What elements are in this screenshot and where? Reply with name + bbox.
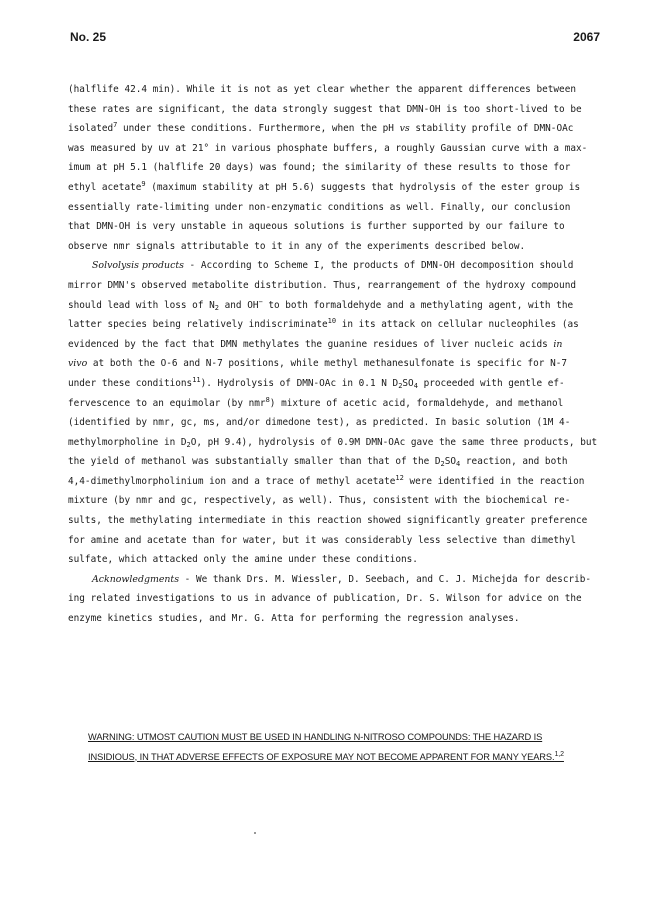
article-body [68,80,598,629]
text-run: (identified by nmr, gc, ms, and/or dimedone test), as predicted. In basic solution (1M 4- [68,417,571,429]
italic-text: Solvolysis products [92,260,184,272]
text-run: was measured by uv at 21° in various phosphate buffers, a roughly Gaussian curve with a max- [68,142,588,154]
lines-line [68,178,598,198]
text-run: ) mixture of acetic acid, formaldehyde, and methanol [269,397,564,409]
superscript: 8 [265,395,270,404]
superscript: 11 [192,375,201,384]
text-run: evidenced by the fact that DMN methylates the guanine residues of liver nucleic acids [68,338,554,350]
text-run: (halflife 42.4 min). While it is not as yet clear whether the apparent differences between [68,84,576,95]
lines-line [68,139,598,159]
text-run: were identified in the reaction [403,475,585,487]
lines-line [68,472,598,492]
text-run: O, pH 9.4), hydrolysis of 0.9M DMN-OAc gave the same three products, but [190,436,598,448]
text-run: ing related investigations to us in advance of publication, Dr. S. Wilson for advice on the [68,593,582,605]
lines-line [68,452,598,472]
text-run: for amine and acetate than for water, but it was considerably less selective than dimethyl [68,534,576,546]
lines-line [68,80,598,100]
lines-line [68,158,598,178]
lines-line [68,217,598,237]
lines-line [68,374,598,394]
text-run: under these conditions [68,377,193,389]
text-run: SO [402,377,414,389]
text-run: - We thank Drs. M. Wiessler, D. Seebach, and C. J. Michejda for describ- [179,573,592,585]
lines-line [68,394,598,414]
issue-number: No. 25 [70,30,107,44]
text-run: SO [444,456,457,468]
italic-text: in [553,338,563,350]
superscript: 7 [113,121,118,130]
text-run: ). Hydrolysis of DMN-OAc in 0.1 N D [200,377,399,389]
text-run: essentially rate-limiting under non-enzymatic conditions as well. Finally, our conclusion [68,201,571,213]
lines-line [68,570,598,590]
superscript: 12 [395,473,404,482]
text-run: the yield of methanol was substantially smaller than that of the D [68,456,441,468]
text-run: methylmorpholine in D [68,436,187,448]
text-run: mirror DMN's observed metabolite distribution. Thus, rearrangement of the hydroxy compound [68,279,576,291]
text-run: 4,4-dimethylmorpholinium ion and a trace of methyl acetate [68,475,396,487]
subscript: 4 [413,381,418,390]
text-run: reaction, and both [460,456,568,468]
lines-line [68,354,598,374]
lines-line [68,296,598,316]
text-run: ethyl acetate [68,181,142,193]
lines-line [68,550,598,570]
text-run: stability profile of DMN-OAc [409,123,574,135]
lines-line [68,531,598,551]
text-run: (maximum stability at pH 5.6) suggests that hydrolysis of the ester group is [145,181,581,193]
lines-line [68,119,598,139]
warning-line [88,728,588,748]
page-header [70,30,600,46]
lines-line [68,589,598,609]
italic-text: vs [399,123,410,135]
lines-line [68,491,598,511]
text-run: proceeded with gentle ef- [417,377,565,389]
subscript: 2 [440,460,445,469]
text-run: isolated [68,123,114,135]
text-run: enzyme kinetics studies, and Mr. G. Atta for performing the regression analyses. [68,613,520,625]
lines-line [68,433,598,453]
text-run: latter species being relatively indiscriminate [68,319,328,331]
text-run: observe nmr signals attributable to it in any of the experiments described below. [68,240,526,252]
lines-line [68,335,598,355]
text-run: these rates are significant, the data strongly suggest that DMN-OH is too short-lived to be [68,103,582,115]
text-run: mixture (by nmr and gc, respectively, as well). Thus, consistent with the biochemical re- [68,495,571,507]
text-run: sulfate, which attacked only the amine under these conditions. [68,554,418,566]
text-run: WARNING: UTMOST CAUTION MUST BE USED IN HANDLING N-NITROSO COMPOUNDS: THE HAZARD IS [88,732,543,742]
lines-line [68,609,598,629]
lines-line [68,276,598,296]
lines-line [68,315,598,335]
subscript: 2 [186,440,191,449]
subscript: 2 [398,381,403,390]
superscript: 1,2 [554,750,564,758]
lines-line [68,256,598,276]
text-run: under these conditions. Furthermore, when the pH [117,123,400,135]
subscript: 4 [456,460,461,469]
subscript: 2 [214,303,219,312]
text-run: and OH [218,299,259,311]
italic-text: vivo [68,358,88,370]
superscript: − [258,297,263,306]
text-run: that DMN-OH is very unstable in aqueous solutions is further supported by our failure to [68,221,565,233]
lines-line [68,413,598,433]
text-run: imum at pH 5.1 (halflife 20 days) was found; the similarity of these results to those for [68,162,571,174]
superscript: 9 [141,179,146,188]
page-number: 2067 [573,30,600,44]
warning-line [88,748,588,768]
italic-text: Acknowledgments [92,573,180,585]
text-run: should lead with loss of N [68,299,215,311]
lines-line [68,100,598,120]
text-run: to both formaldehyde and a methylating agent, with the [262,299,574,311]
superscript: 10 [327,317,337,326]
text-run: at both the O-6 and N-7 positions, while methyl methanesulfonate is specific for N-7 [87,358,568,370]
text-run: in its attack on cellular nucleophiles (as [336,319,579,331]
text-run: - According to Scheme I, the products of DMN-OH decomposition should [183,260,574,272]
text-run: sults, the methylating intermediate in this reaction showed significantly greater preference [68,515,588,527]
text-run: INSIDIOUS, IN THAT ADVERSE EFFECTS OF EXPOSURE MAY NOT BECOME APPARENT FOR MANY YEARS. [88,751,555,762]
lines-line [68,198,598,218]
stray-mark [254,832,256,834]
text-run: fervescence to an equimolar (by nmr [68,397,266,409]
warning-notice [88,728,588,767]
lines-line [68,237,598,257]
lines-line [68,511,598,531]
